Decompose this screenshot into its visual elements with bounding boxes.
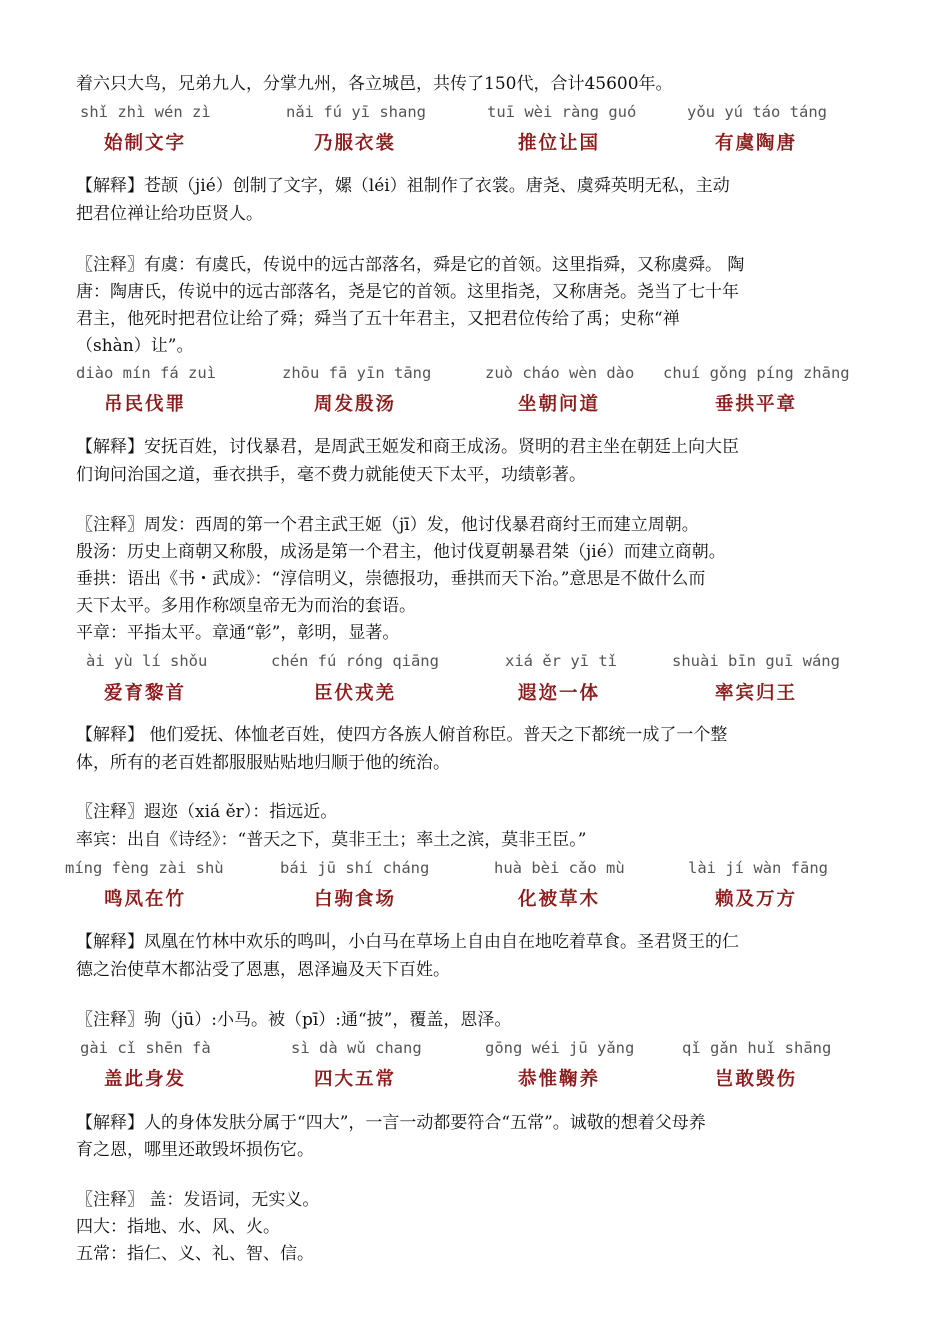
explanation-line: 【解释】苍颉（jié）创制了文字，嫘（léi）祖制作了衣裳。唐尧、虞舜英明无私，主动 (76, 176, 730, 196)
phrase-pinyin: zhōu fā yīn tāng (282, 364, 432, 382)
phrase-pinyin: ài yù lí shǒu (86, 652, 208, 670)
phrase-pinyin: shǐ zhì wén zì (80, 103, 211, 121)
phrase-hanzi: 遐迩一体 (518, 683, 601, 704)
phrase-hanzi: 乃服衣裳 (314, 133, 397, 154)
phrase-hanzi: 爱育黎首 (104, 683, 187, 704)
phrase-pinyin: chuí gǒng píng zhāng (663, 364, 850, 382)
phrase-hanzi: 化被草木 (518, 889, 601, 910)
note-line: 天下太平。多用作称颂皇帝无为而治的套语。 (76, 596, 416, 616)
phrase-pinyin: chén fú róng qiāng (271, 652, 439, 670)
note-line: 唐：陶唐氏，传说中的远古部落名，尧是它的首领。这里指尧，又称唐尧。尧当了七十年 (76, 282, 739, 302)
phrase-pinyin: diào mín fá zuì (76, 364, 216, 382)
explanation-line: 【解释】人的身体发肤分属于“四大”，一言一动都要符合“五常”。诚敬的想着父母养 (76, 1113, 706, 1133)
note-line: 〖注释〗遐迩（xiá ěr）：指远近。 (76, 802, 338, 822)
phrase-pinyin: yǒu yú táo táng (687, 103, 827, 121)
phrase-pinyin: gōng wéi jū yǎng (485, 1039, 635, 1057)
phrase-hanzi: 吊民伐罪 (104, 394, 187, 415)
explanation-line: 育之恩，哪里还敢毁坏损伤它。 (76, 1140, 314, 1160)
explanation-line: 体，所有的老百姓都服服贴贴地归顺于他的统治。 (76, 753, 450, 773)
note-line: 四大：指地、水、风、火。 (76, 1217, 280, 1237)
phrase-pinyin: huà bèi cǎo mù (494, 859, 625, 877)
note-line: 〖注释〗驹（jū）:小马。被（pī）:通“披”，覆盖，恩泽。 (76, 1010, 512, 1030)
phrase-pinyin: gài cǐ shēn fà (80, 1039, 211, 1057)
note-line: 殷汤：历史上商朝又称殷，成汤是第一个君主，他讨伐夏朝暴君桀（jié）而建立商朝。 (76, 542, 726, 562)
phrase-pinyin: bái jū shí cháng (280, 859, 430, 877)
phrase-pinyin: sì dà wǔ chang (291, 1039, 422, 1057)
explanation-line: 们询问治国之道，垂衣拱手，毫不费力就能使天下太平，功绩彰著。 (76, 465, 586, 485)
note-line: 五常：指仁、义、礼、智、信。 (76, 1244, 314, 1264)
phrase-hanzi: 周发殷汤 (314, 394, 397, 415)
note-line: 〖注释〗周发：西周的第一个君主武王姬（jī）发，他讨伐暴君商纣王而建立周朝。 (76, 515, 699, 535)
phrase-pinyin: shuài bīn guī wáng (672, 652, 840, 670)
note-line: 君主，他死时把君位让给了舜；舜当了五十年君主，又把君位传给了禹；史称“禅 (76, 309, 680, 329)
phrase-hanzi: 率宾归王 (715, 683, 798, 704)
phrase-pinyin: míng fèng zài shù (65, 859, 224, 877)
phrase-pinyin: qǐ gǎn huǐ shāng (682, 1039, 832, 1057)
explanation-line: 【解释】凤凰在竹林中欢乐的鸣叫，小白马在草场上自由自在地吃着草食。圣君贤王的仁 (76, 932, 739, 952)
explanation-line: 【解释】安抚百姓，讨伐暴君，是周武王姬发和商王成汤。贤明的君主坐在朝廷上向大臣 (76, 437, 739, 457)
intro-text: 着六只大鸟，兄弟九人，分掌九州，各立城邑，共传了150代，合计45600年。 (76, 74, 673, 94)
explanation-line: 【解释】 他们爱抚、体恤老百姓，使四方各族人俯首称臣。普天之下都统一成了一个整 (76, 725, 728, 745)
phrase-pinyin: tuī wèi ràng guó (487, 103, 637, 121)
phrase-pinyin: lài jí wàn fāng (688, 859, 828, 877)
phrase-hanzi: 恭惟鞠养 (518, 1069, 601, 1090)
explanation-line: 德之治使草木都沾受了恩惠，恩泽遍及天下百姓。 (76, 960, 450, 980)
note-line: 垂拱：语出《书・武成》：“淳信明义，崇德报功，垂拱而天下治。”意思是不做什么而 (76, 569, 706, 589)
phrase-hanzi: 鸣凤在竹 (104, 889, 187, 910)
note-line: （shàn）让”。 (76, 336, 194, 356)
phrase-pinyin: zuò cháo wèn dào (485, 364, 635, 382)
phrase-hanzi: 岂敢毁伤 (715, 1069, 798, 1090)
phrase-hanzi: 坐朝问道 (518, 394, 601, 415)
explanation-line: 把君位禅让给功臣贤人。 (76, 204, 263, 224)
note-line: 〖注释〗有虞：有虞氏，传说中的远古部落名，舜是它的首领。这里指舜，又称虞舜。 陶 (76, 255, 745, 275)
phrase-pinyin: nǎi fú yī shang (286, 103, 426, 121)
phrase-hanzi: 臣伏戎羌 (314, 683, 397, 704)
phrase-hanzi: 垂拱平章 (715, 394, 798, 415)
phrase-hanzi: 始制文字 (104, 133, 187, 154)
phrase-hanzi: 有虞陶唐 (715, 133, 798, 154)
note-line: 〖注释〗 盖：发语词，无实义。 (76, 1190, 320, 1210)
phrase-hanzi: 推位让国 (518, 133, 601, 154)
note-line: 平章：平指太平。章通“彰”，彰明，显著。 (76, 623, 400, 643)
note-line: 率宾：出自《诗经》：“普天之下，莫非王土；率土之滨，莫非王臣。” (76, 830, 587, 850)
phrase-hanzi: 白驹食场 (314, 889, 397, 910)
phrase-hanzi: 盖此身发 (104, 1069, 187, 1090)
phrase-pinyin: xiá ěr yī tǐ (505, 652, 617, 670)
phrase-hanzi: 四大五常 (314, 1069, 397, 1090)
phrase-hanzi: 赖及万方 (715, 889, 798, 910)
